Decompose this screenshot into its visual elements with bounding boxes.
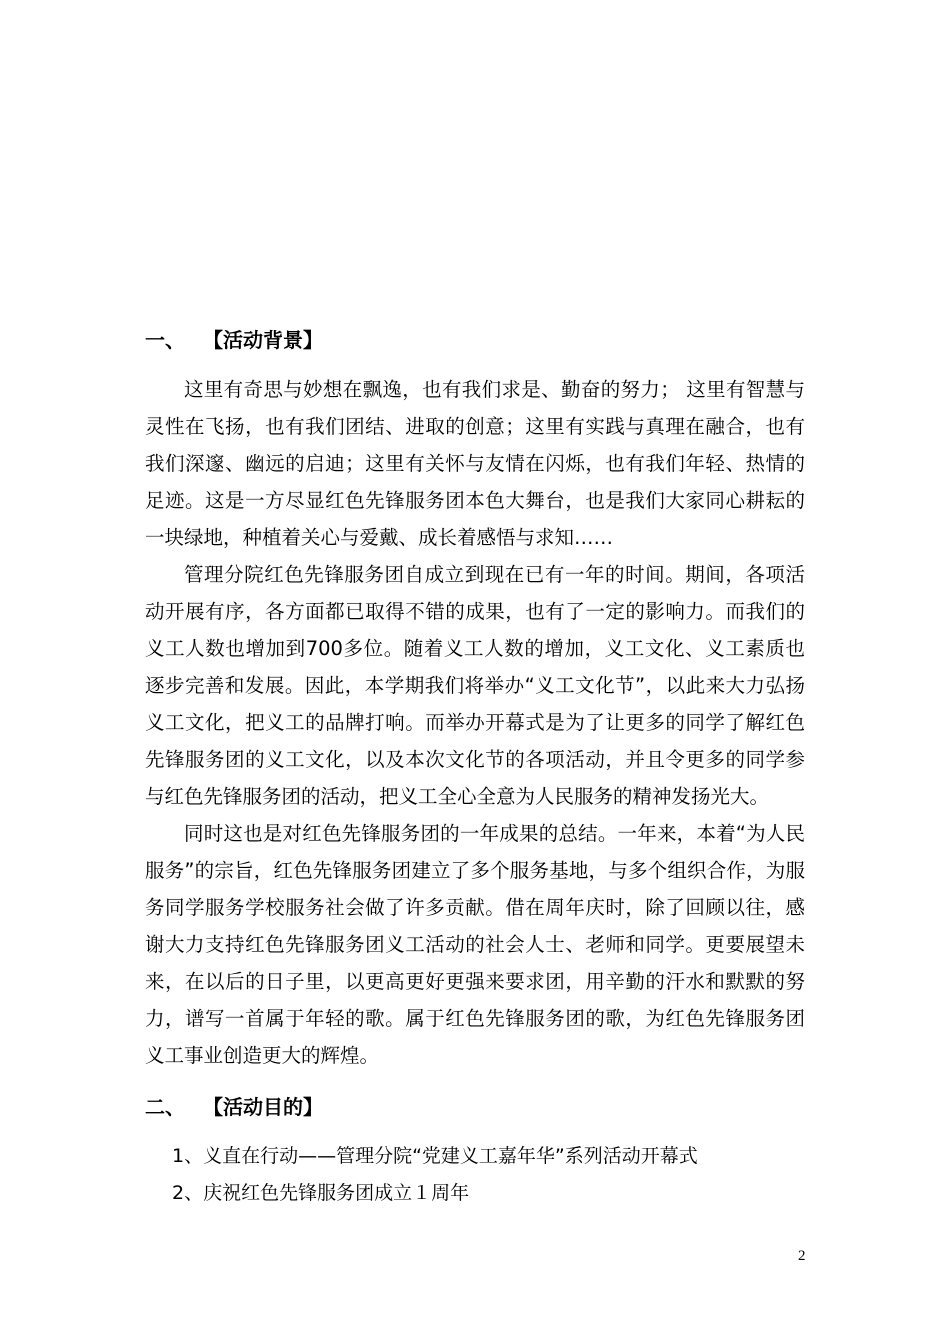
- page-number: 2: [798, 1248, 806, 1264]
- paragraph: 同时这也是对红色先锋服务团的一年成果的总结。一年来，本着“为人民服务”的宗旨，红色先锋服务团建立了多个服务基地，与多个组织合作，为服务同学服务学校服务社会做了许多贡献。借在周年庆时，除了回顾以往，感谢大力支持红色先锋服务团义工活动的社会人士、老师和同学。更要展望未来，在以后的日子里，以更高更好更强来要求团，用辛勤的汗水和默默的努力，谱写一首属于年轻的歌。属于红色先锋服务团的歌，为红色先锋服务团义工事业创造更大的辉煌。: [145, 822, 805, 1067]
- list-item: 2、庆祝红色先锋服务团成立１周年: [172, 1182, 470, 1204]
- section-heading-purpose: [145, 1093, 323, 1121]
- section-title: 【活动目的】: [203, 1095, 323, 1119]
- section-number: 一、: [145, 328, 185, 352]
- paragraph: 管理分院红色先锋服务团自成立到现在已有一年的时间。期间，各项活动开展有序，各方面都已取得不错的成果，也有了一定的影响力。而我们的义工人数也增加到700多位。随着义工人数的增加，义工文化、义工素质也逐步完善和发展。因此，本学期我们将举办“义工文化节”，以此来大力弘扬义工文化，把义工的品牌打响。而举办开幕式是为了让更多的同学了解红色先锋服务团的义工文化，以及本次文化节的各项活动，并且令更多的同学参与红色先锋服务团的活动，把义工全心全意为人民服务的精神发扬光大。: [145, 563, 805, 808]
- section-number: 二、: [145, 1095, 185, 1119]
- list-item: 1、义直在行动——管理分院“党建义工嘉年华”系列活动开幕式: [172, 1145, 698, 1167]
- section-title: 【活动背景】: [203, 328, 323, 352]
- paragraph: 这里有奇思与妙想在飘逸，也有我们求是、勤奋的努力； 这里有智慧与灵性在飞扬，也有我们团结、进取的创意；这里有实践与真理在融合，也有我们深邃、幽远的启迪；这里有关怀与友情在闪烁，也有我们年轻、热情的足迹。这是一方尽显红色先锋服务团本色大舞台，也是我们大家同心耕耘的一块绿地，种植着关心与爱戴、成长着感悟与求知……: [145, 378, 805, 549]
- section-heading-background: [145, 326, 323, 354]
